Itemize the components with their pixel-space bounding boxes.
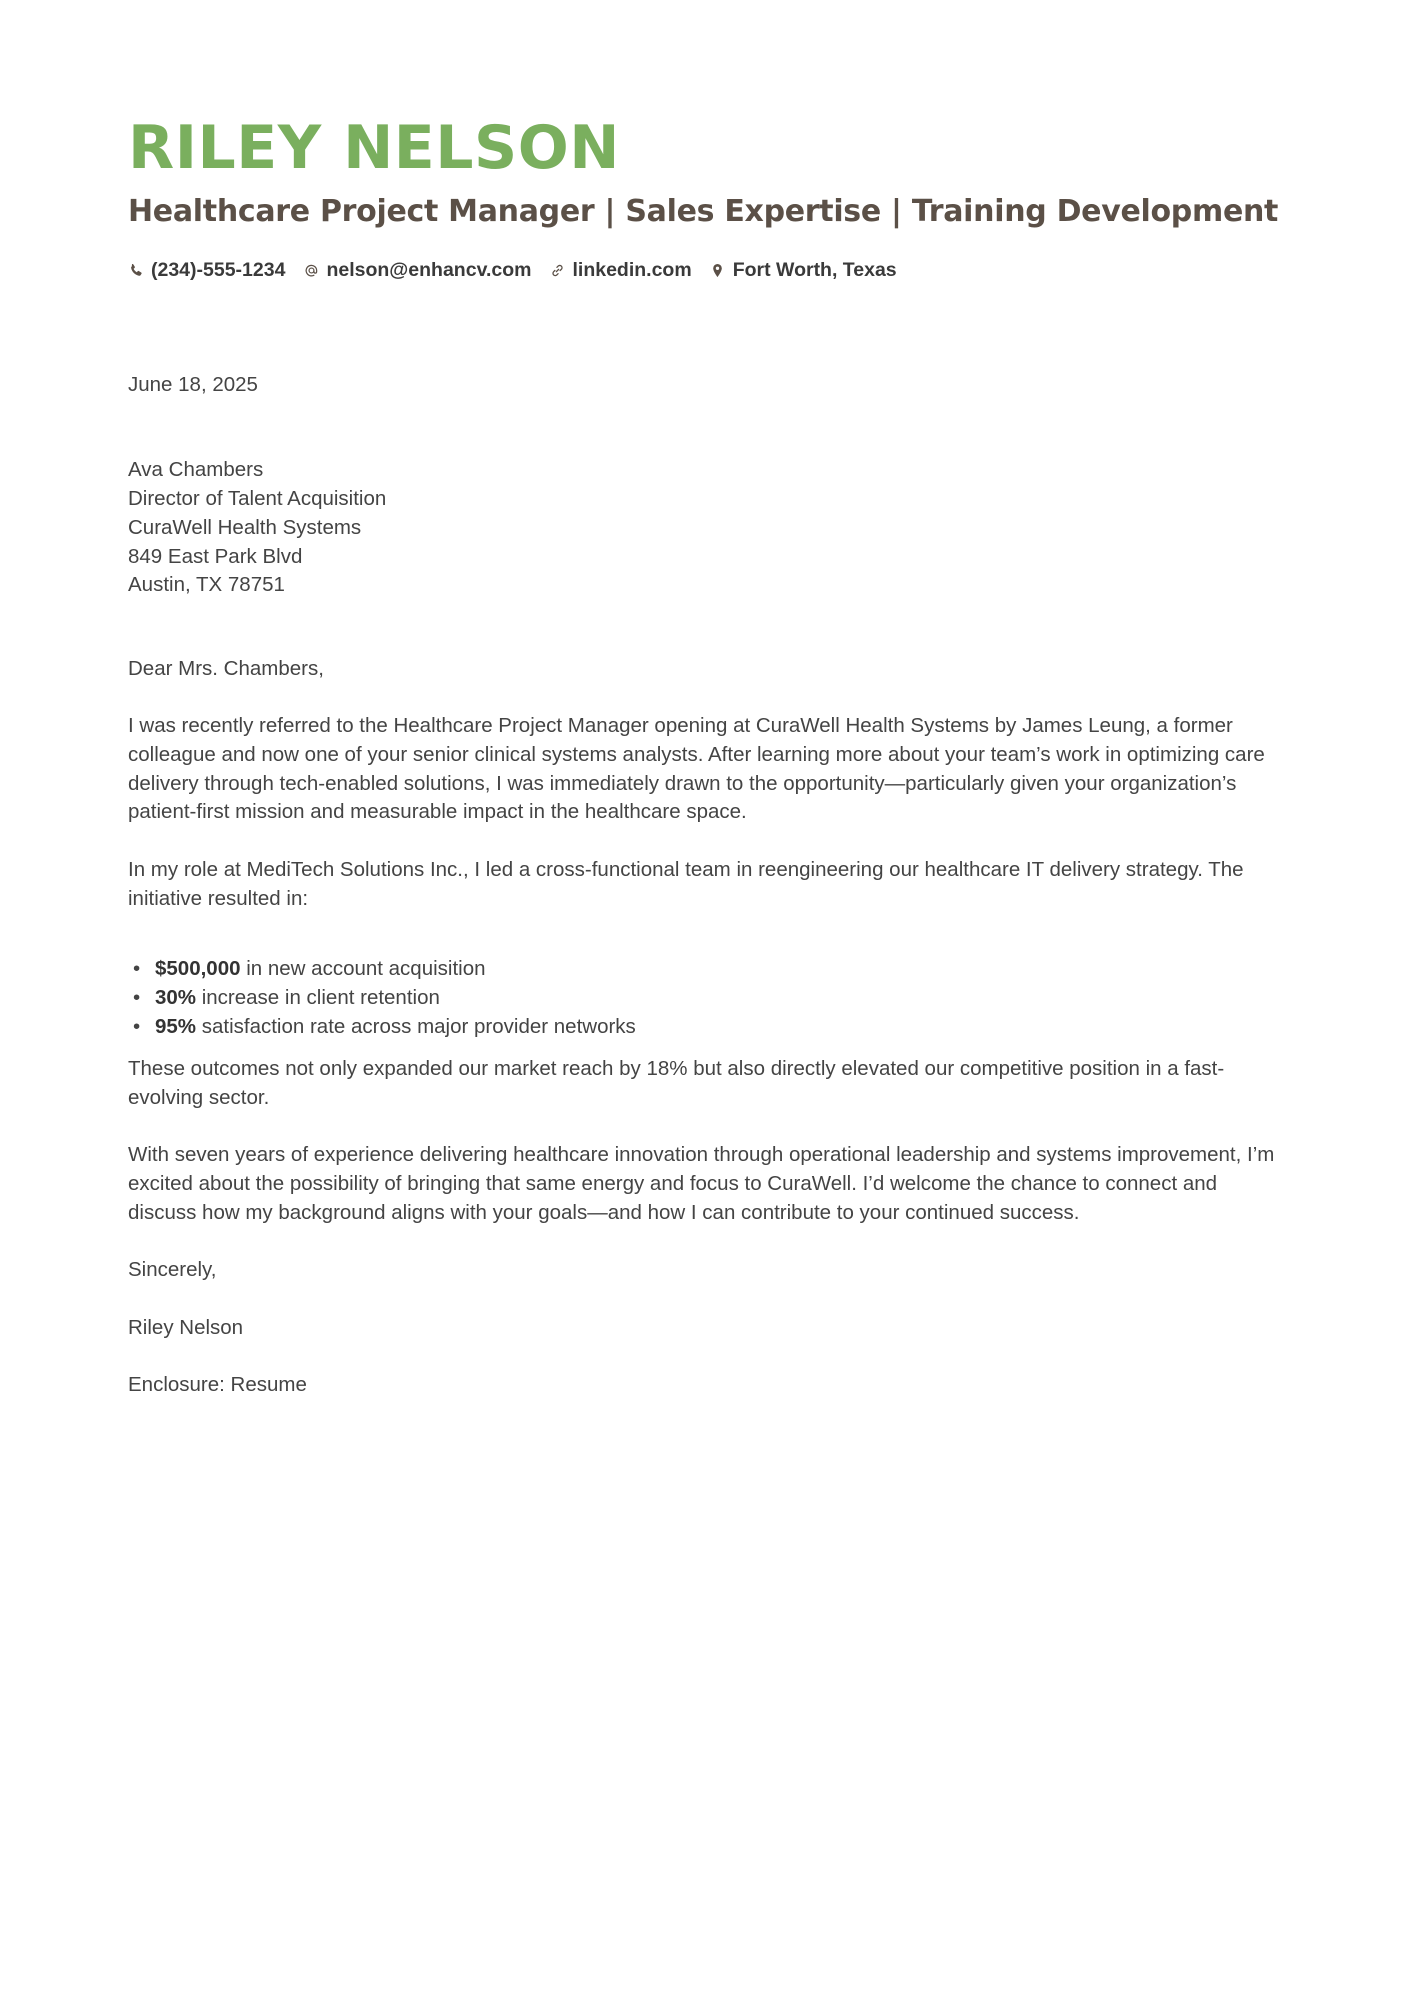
enclosure: Enclosure: Resume bbox=[128, 1372, 307, 1396]
contact-linkedin[interactable] bbox=[549, 259, 691, 282]
applicant-headline: Healthcare Project Manager | Sales Expertise | Training Development bbox=[128, 194, 1279, 229]
salutation: Dear Mrs. Chambers, bbox=[128, 656, 324, 680]
recipient-city: Austin, TX 78751 bbox=[128, 573, 285, 597]
contact-location bbox=[710, 259, 897, 282]
contact-email[interactable] bbox=[303, 259, 531, 282]
paragraph-outcomes: These outcomes not only expanded our market reach by 18% but also directly elevated our competitive position in a fast-evolving sector. bbox=[128, 1057, 1225, 1110]
bullet-icon: • bbox=[133, 1014, 141, 1038]
paragraph-role: In my role at MediTech Solutions Inc., I led a cross-functional team in reengineering our healthcare IT delivery strategy. The initiative resulted in: bbox=[128, 857, 1244, 910]
result-value: $500,000 bbox=[155, 957, 241, 981]
paragraph-closing-pitch: With seven years of experience delivering healthcare innovation through operational leadership and systems improvement, I’m excited about the possibility of bringing that same energy and focus to CuraWell. I’d welcome the chance to connect and discuss how my background aligns with your goals—and how I can contribute to your continued success. bbox=[128, 1143, 1275, 1224]
result-text: satisfaction rate across major provider networks bbox=[196, 1014, 636, 1038]
link-icon bbox=[549, 261, 565, 279]
recipient-company: CuraWell Health Systems bbox=[128, 515, 362, 539]
result-text: in new account acquisition bbox=[240, 957, 486, 981]
list-item bbox=[128, 955, 1288, 984]
recipient-title: Director of Talent Acquisition bbox=[128, 487, 387, 511]
contact-phone bbox=[128, 259, 285, 282]
result-text: increase in client retention bbox=[196, 985, 440, 1009]
linkedin-link[interactable]: linkedin.com bbox=[572, 258, 692, 281]
phone-text: (234)-555-1234 bbox=[151, 258, 286, 281]
at-icon bbox=[303, 261, 319, 279]
recipient-street: 849 East Park Blvd bbox=[128, 544, 303, 568]
contact-bar bbox=[128, 256, 897, 284]
location-pin-icon bbox=[710, 261, 726, 279]
list-item bbox=[128, 984, 1288, 1013]
signature: Riley Nelson bbox=[128, 1315, 244, 1339]
closing: Sincerely, bbox=[128, 1258, 217, 1282]
applicant-name: RILEY NELSON bbox=[128, 113, 620, 183]
list-item bbox=[128, 1013, 1288, 1042]
letter-body bbox=[128, 371, 1288, 1400]
results-list bbox=[128, 955, 1288, 1041]
location-text: Fort Worth, Texas bbox=[732, 258, 897, 281]
letter-date: June 18, 2025 bbox=[128, 373, 258, 396]
result-value: 30% bbox=[155, 985, 197, 1009]
bullet-icon: • bbox=[133, 985, 141, 1009]
bullet-icon: • bbox=[133, 957, 141, 981]
result-value: 95% bbox=[155, 1014, 197, 1038]
recipient-name: Ava Chambers bbox=[128, 458, 264, 482]
paragraph-referral: I was recently referred to the Healthcare Project Manager opening at CuraWell Health Systems by James Leung, a former colleague and now one of your senior clinical systems analysts. After learning more about your team’s work in optimizing care delivery through tech-enabled solutions, I was immediately drawn to the opportunity—particularly given your organization’s patient-first mission and measurable impact in the healthcare space. bbox=[128, 714, 1265, 824]
email-link[interactable]: nelson@enhancv.com bbox=[326, 258, 532, 281]
phone-icon bbox=[128, 261, 144, 279]
recipient-block bbox=[128, 456, 1288, 600]
